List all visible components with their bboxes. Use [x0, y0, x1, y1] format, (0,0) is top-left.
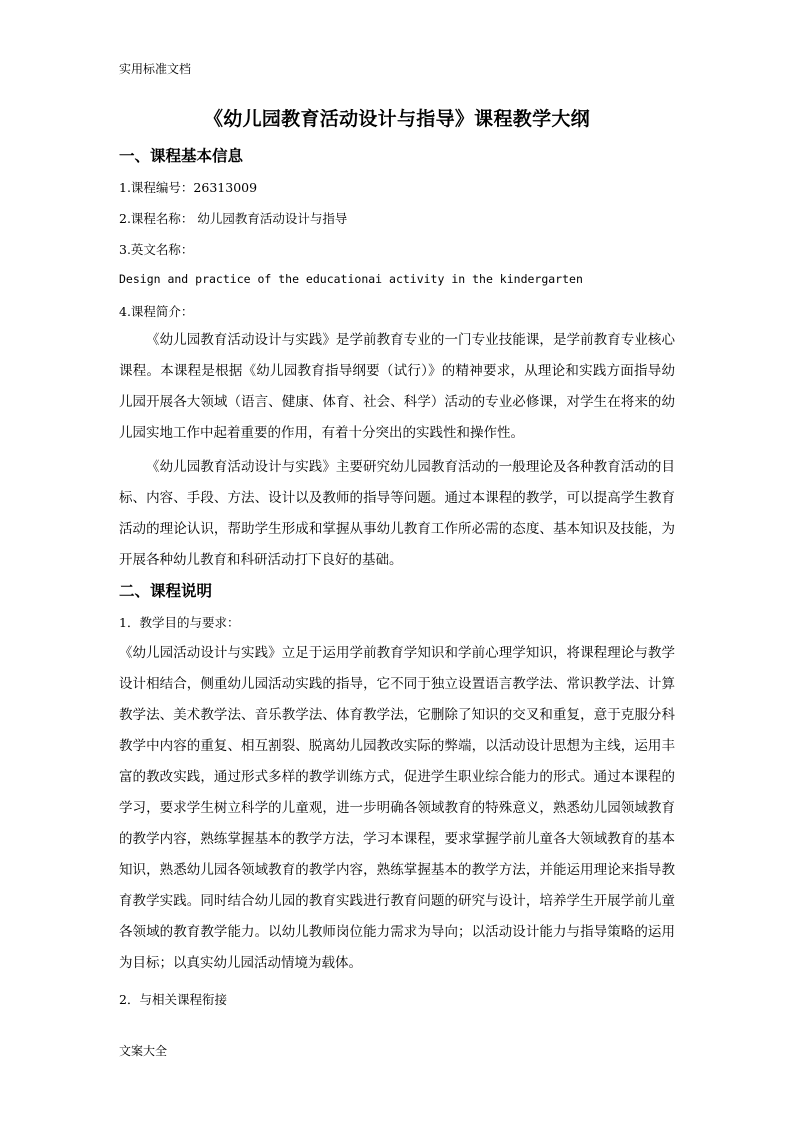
footer-note: 文案大全 [119, 1044, 168, 1058]
header-note: 实用标准文档 [119, 62, 192, 76]
section-heading-basic-info: 一、课程基本信息 [119, 147, 244, 165]
intro-label: 4.课程简介： [119, 304, 194, 319]
english-name-label: 3.英文名称： [119, 242, 194, 257]
related-courses-label: 2．与相关课程衔接 [119, 992, 227, 1007]
goals-paragraph: 《幼儿园活动设计与实践》立足于运用学前教育学知识和学前心理学知识，将课程理论与教学设计相结合，侧重幼儿园活动实践的指导，它不同于独立设置语言教学法、常识教学法、计算教学法、美术教学法、音乐教学法、体育教学法，它删除了知识的交叉和重复，意于克服分科教学中内容的重复、相互割裂、脱离幼儿园教改实际的弊端，以活动设计思想为主线，运用丰富的教改实践，通过形式多样的教学训练方式，促进学生职业综合能力的形式。通过本课程的学习，要求学生树立科学的儿童观，进一步明确各领域教育的特殊意义，熟悉幼儿园领域教育的教学内容，熟练掌握基本的教学方法，学习本课程，要求掌握学前儿童各大领域教育的基本知识，熟悉幼儿园各领域教育的教学内容，熟练掌握基本的教学方法，并能运用理论来指导教育教学实践。同时结合幼儿园的教育实践进行教育问题的研究与设计，培养学生开展学前儿童各领域的教育教学能力。以幼儿教师岗位能力需求为导向；以活动设计能力与指导策略的运用为目标；以真实幼儿园活动情境为载体。 [119, 645, 675, 971]
course-name: 2.课程名称： 幼儿园教育活动设计与指导 [119, 211, 348, 226]
page-title: 《幼儿园教育活动设计与指导》课程教学大纲 [203, 108, 590, 130]
english-name: Design and practice of the educationai activity in the kindergarten [119, 272, 583, 286]
goals-label: 1．教学目的与要求： [119, 615, 240, 630]
section-heading-course-description: 二、课程说明 [119, 582, 213, 600]
intro-paragraph-1: 《幼儿园教育活动设计与实践》是学前教育专业的一门专业技能课，是学前教育专业核心课程。本课程是根据《幼儿园教育指导纲要（试行）》的精神要求，从理论和实践方面指导幼儿园开展各大领域（语言、健康、体育、社会、科学）活动的专业必修课，对学生在将来的幼儿园实地工作中起着重要的作用，有着十分突出的实践性和操作性。 [119, 332, 675, 441]
intro-paragraph-2: 《幼儿园教育活动设计与实践》主要研究幼儿园教育活动的一般理论及各种教育活动的目标、内容、手段、方法、设计以及教师的指导等问题。通过本课程的教学，可以提高学生教育活动的理论认识，帮助学生形成和掌握从事幼儿教育工作所必需的态度、基本知识及技能，为开展各种幼儿教育和科研活动打下良好的基础。 [119, 459, 675, 568]
course-code: 1.课程编号：26313009 [119, 180, 258, 195]
